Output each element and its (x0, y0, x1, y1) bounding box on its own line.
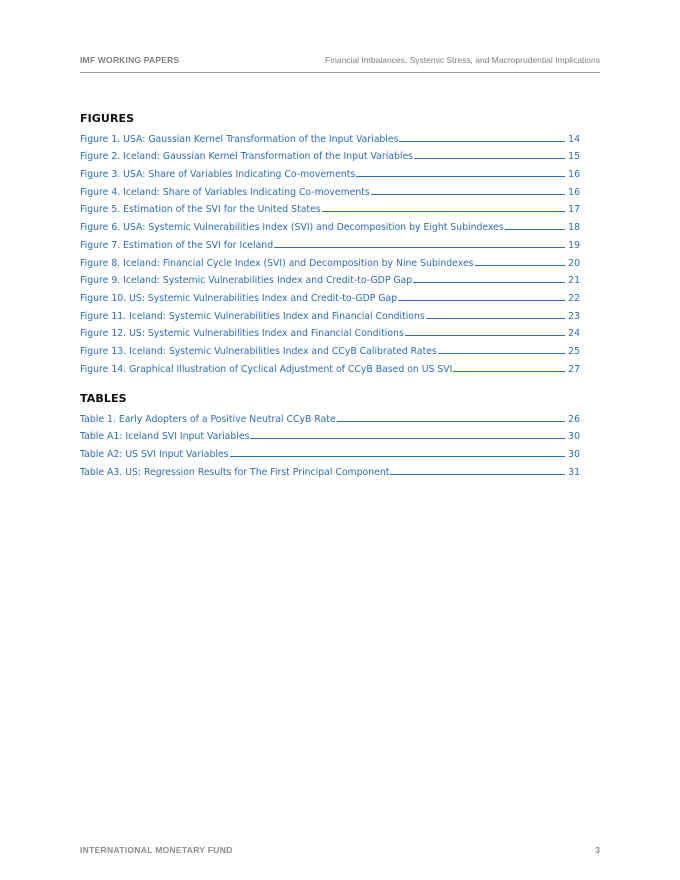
entry-page: 30 (568, 431, 580, 443)
entry-label: Figure 2. Iceland: Gaussian Kernel Transformation of the Input Variables (80, 151, 414, 163)
leader-line (438, 353, 565, 354)
table-entry[interactable] (80, 407, 580, 425)
figure-entry[interactable] (80, 233, 580, 251)
footer-publisher: INTERNATIONAL MONETARY FUND (80, 845, 233, 855)
leader-line (230, 456, 566, 457)
entry-label: Figure 7. Estimation of the SVI for Iceland (80, 239, 274, 251)
entry-page: 21 (568, 275, 580, 287)
leader-line (413, 282, 565, 283)
entry-page: 25 (568, 345, 580, 357)
table-entry[interactable] (80, 460, 580, 478)
leader-line (475, 265, 565, 266)
leader-line (390, 474, 565, 475)
tables-section (80, 392, 580, 478)
leader-line (337, 421, 565, 422)
tables-list (80, 407, 580, 478)
entry-page: 14 (568, 133, 580, 145)
entry-page: 16 (568, 186, 580, 198)
entry-page: 24 (568, 328, 580, 340)
page-header (80, 55, 600, 73)
entry-label: Table A3. US: Regression Results for The First Principal Component (80, 466, 390, 478)
entry-label: Figure 12. US: Systemic Vulnerabilities Index and Financial Conditions (80, 328, 404, 340)
leader-line (250, 438, 565, 439)
leader-line (356, 176, 565, 177)
entry-page: 15 (568, 151, 580, 163)
entry-label: Table A1: Iceland SVI Input Variables (80, 431, 250, 443)
figure-entry[interactable] (80, 251, 580, 269)
entry-page: 22 (568, 292, 580, 304)
entry-page: 18 (568, 222, 580, 234)
entry-label: Figure 13. Iceland: Systemic Vulnerabilities Index and CCyB Calibrated Rates (80, 345, 437, 357)
leader-line (274, 247, 565, 248)
entry-label: Figure 10. US: Systemic Vulnerabilities Index and Credit-to-GDP Gap (80, 292, 398, 304)
leader-line (371, 194, 565, 195)
entry-label: Figure 3. USA: Share of Variables Indicating Co-movements (80, 169, 356, 181)
entry-label: Figure 4. Iceland: Share of Variables Indicating Co-movements (80, 186, 370, 198)
leader-line (414, 158, 565, 159)
page-footer (80, 845, 600, 857)
leader-line (426, 318, 565, 319)
figure-entry[interactable] (80, 198, 580, 216)
entry-page: 16 (568, 169, 580, 181)
entry-page: 27 (568, 363, 580, 375)
figure-entry[interactable] (80, 357, 580, 375)
entry-label: Figure 11. Iceland: Systemic Vulnerabilities Index and Financial Conditions (80, 310, 425, 322)
figure-entry[interactable] (80, 162, 580, 180)
entry-page: 23 (568, 310, 580, 322)
series-title: IMF WORKING PAPERS (80, 55, 180, 65)
entry-label: Figure 1. USA: Gaussian Kernel Transformation of the Input Variables (80, 133, 399, 145)
leader-line (322, 211, 565, 212)
entry-label: Table 1. Early Adopters of a Positive Neutral CCyB Rate (80, 413, 336, 425)
figure-entry[interactable] (80, 145, 580, 163)
table-entry[interactable] (80, 442, 580, 460)
entry-label: Table A2: US SVI Input Variables (80, 449, 229, 461)
figure-entry[interactable] (80, 322, 580, 340)
figure-entry[interactable] (80, 269, 580, 287)
entry-label: Figure 6. USA: Systemic Vulnerabilities Index (SVI) and Decomposition by Eight Subindexes (80, 222, 504, 234)
entry-label: Figure 9. Iceland: Systemic Vulnerabilities Index and Credit-to-GDP Gap (80, 275, 413, 287)
page-number: 3 (595, 845, 600, 855)
entry-page: 20 (568, 257, 580, 269)
figure-entry[interactable] (80, 180, 580, 198)
entry-label: Figure 14. Graphical Illustration of Cyclical Adjustment of CCyB Based on US SVI (80, 363, 453, 375)
leader-line (453, 371, 565, 372)
figure-entry[interactable] (80, 286, 580, 304)
figures-list (80, 127, 580, 375)
figures-section (80, 112, 580, 375)
tables-heading: TABLES (80, 392, 127, 405)
figure-entry[interactable] (80, 304, 580, 322)
entry-label: Figure 5. Estimation of the SVI for the United States (80, 204, 321, 216)
leader-line (505, 229, 565, 230)
figures-heading: FIGURES (80, 112, 135, 125)
figure-entry[interactable] (80, 215, 580, 233)
entry-label: Figure 8. Iceland: Financial Cycle Index (SVI) and Decomposition by Nine Subindexes (80, 257, 474, 269)
leader-line (399, 141, 565, 142)
running-title: Financial Imbalances, Systemic Stress, and Macroprudential Implications (325, 55, 600, 65)
entry-page: 31 (568, 466, 580, 478)
entry-page: 26 (568, 413, 580, 425)
entry-page: 17 (568, 204, 580, 216)
figure-entry[interactable] (80, 127, 580, 145)
leader-line (398, 300, 565, 301)
figure-entry[interactable] (80, 339, 580, 357)
table-entry[interactable] (80, 425, 580, 443)
leader-line (405, 335, 565, 336)
entry-page: 19 (568, 239, 580, 251)
entry-page: 30 (568, 449, 580, 461)
